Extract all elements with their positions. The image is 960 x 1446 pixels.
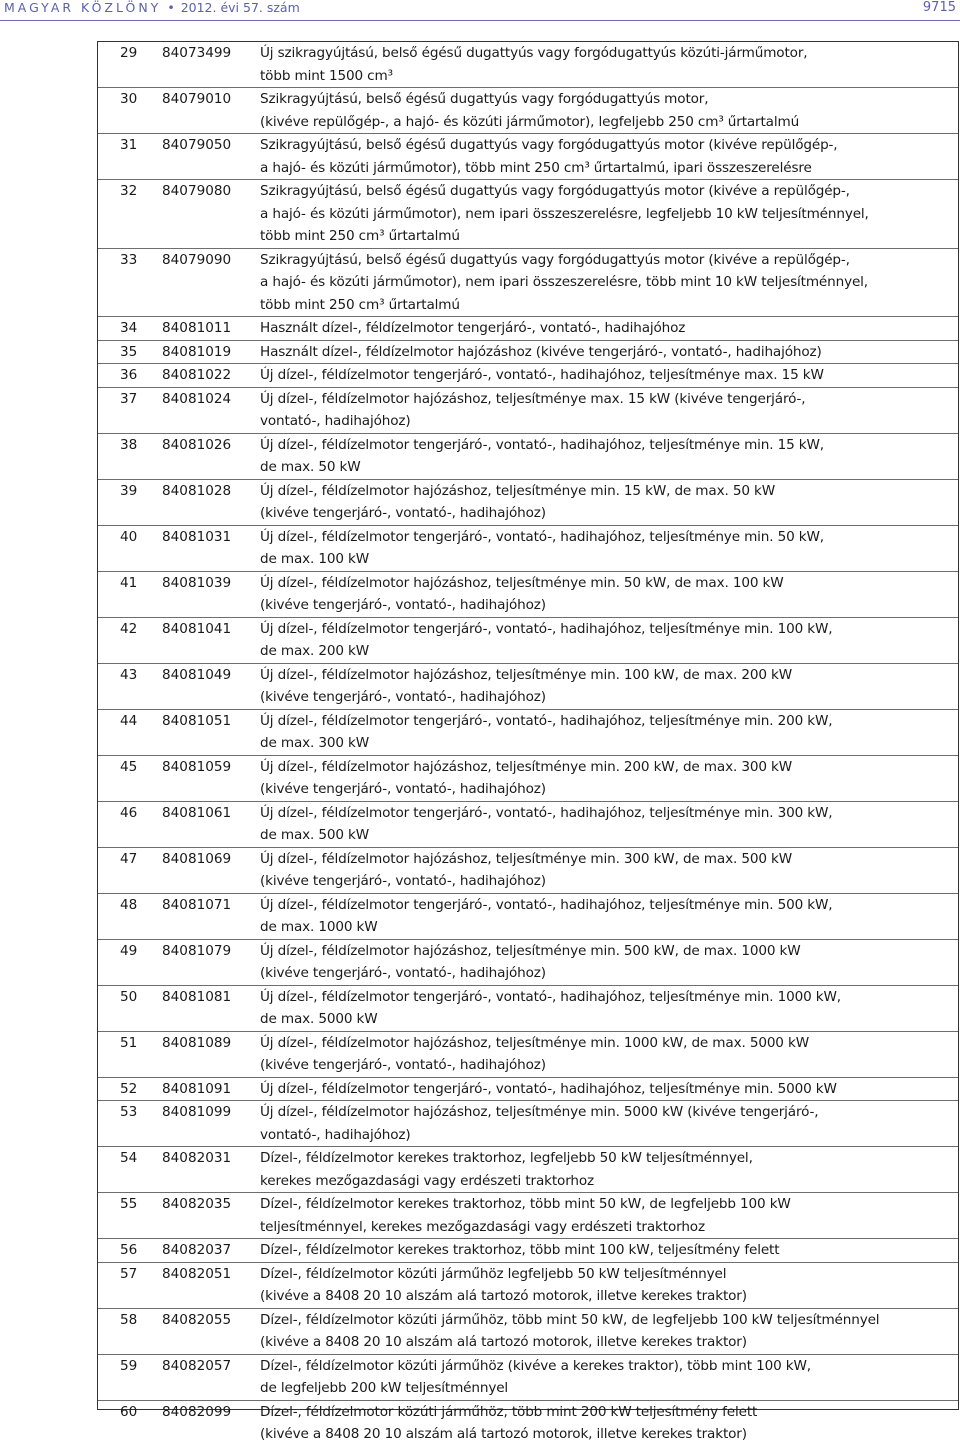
table-row	[98, 1239, 958, 1263]
row-number: 43	[120, 666, 138, 683]
table-row	[98, 709, 958, 755]
product-code: 84081031	[162, 528, 232, 545]
product-code: 84081089	[162, 1034, 232, 1051]
table-row	[98, 364, 958, 388]
row-number: 30	[120, 91, 138, 107]
product-code: 84081061	[162, 804, 232, 821]
row-number: 53	[120, 1104, 138, 1120]
product-description: Dízel-, féldízelmotor kerekes traktorhoz, legfeljebb 50 kW teljesítménnyel, kerekes mezőgazdasági vagy erdészeti traktorhoz	[260, 1150, 753, 1189]
row-number: 57	[120, 1265, 138, 1282]
row-number: 40	[120, 528, 138, 545]
row-number: 56	[120, 1242, 138, 1258]
table-row	[98, 134, 958, 180]
product-code: 84082051	[162, 1265, 232, 1282]
product-code: 84082035	[162, 1196, 232, 1212]
product-description: Szikragyújtású, belső égésű dugattyús vagy forgódugattyús motor (kivéve a repülőgép-, a hajó- és közúti járműmotor), nem ipari összeszerelésre, legfeljebb 10 kW teljesítménnyel, több mint 250 cm³ űrtartalmú	[260, 183, 869, 244]
row-number: 41	[120, 574, 138, 591]
table-row	[98, 801, 958, 847]
row-number: 37	[120, 390, 138, 407]
product-code: 84081028	[162, 482, 232, 499]
bullet-separator: •	[167, 0, 175, 15]
product-code: 84081059	[162, 758, 232, 775]
row-number: 29	[120, 45, 138, 61]
product-description: Új dízel-, féldízelmotor tengerjáró-, vontató-, hadihajóhoz, teljesítménye min. 200 kW, de max. 300 kW	[260, 712, 833, 751]
table-row	[98, 571, 958, 617]
table-row	[98, 180, 958, 249]
row-number: 42	[120, 620, 138, 637]
header-rule	[0, 20, 960, 21]
product-code: 84079080	[162, 183, 232, 199]
product-description: Szikragyújtású, belső égésű dugattyús vagy forgódugattyús motor (kivéve a repülőgép-, a hajó- és közúti járműmotor), nem ipari összeszerelésre, több mint 10 kW teljesítménnyel, több mint 250 cm³ űrtartalmú	[260, 251, 868, 313]
product-code: 84079010	[162, 91, 232, 107]
row-number: 35	[120, 343, 138, 360]
product-code: 84081011	[162, 320, 232, 336]
product-description: Új dízel-, féldízelmotor hajózáshoz, teljesítménye min. 100 kW, de max. 200 kW (kivéve tengerjáró-, vontató-, hadihajóhoz)	[260, 666, 792, 705]
row-number: 46	[120, 804, 138, 821]
row-number: 44	[120, 712, 138, 729]
product-description: Új dízel-, féldízelmotor tengerjáró-, vontató-, hadihajóhoz, teljesítménye min. 15 kW, de max. 50 kW	[260, 436, 824, 475]
product-description: Dízel-, féldízelmotor kerekes traktorhoz, több mint 50 kW, de legfeljebb 100 kW teljesítménnyel, kerekes mezőgazdasági vagy erdészeti traktorhoz	[260, 1196, 791, 1235]
product-code: 84081019	[162, 343, 232, 360]
row-number: 48	[120, 896, 138, 913]
product-code: 84081091	[162, 1080, 232, 1097]
row-number: 51	[120, 1034, 138, 1051]
table-row	[98, 317, 958, 341]
product-code: 84081024	[162, 390, 232, 407]
product-code: 84081099	[162, 1104, 232, 1120]
table-row	[98, 1308, 958, 1354]
product-description: Dízel-, féldízelmotor közúti járműhöz legfeljebb 50 kW teljesítménnyel (kivéve a 8408 20 10 alszám alá tartozó motorok, illetve kerekes traktor)	[260, 1265, 747, 1304]
product-description: Használt dízel-, féldízelmotor tengerjáró-, vontató-, hadihajóhoz	[260, 320, 686, 336]
product-description: Új dízel-, féldízelmotor hajózáshoz, teljesítménye min. 50 kW, de max. 100 kW (kivéve tengerjáró-, vontató-, hadihajóhoz)	[260, 574, 784, 613]
row-number: 49	[120, 942, 138, 959]
product-description: Használt dízel-, féldízelmotor hajózáshoz (kivéve tengerjáró-, vontató-, hadihajóhoz)	[260, 343, 822, 360]
issue-label: 2012. évi 57. szám	[180, 0, 300, 15]
table-row	[98, 479, 958, 525]
product-code: 84081049	[162, 666, 232, 683]
product-description: Új dízel-, féldízelmotor tengerjáró-, vontató-, hadihajóhoz, teljesítménye min. 100 kW, de max. 200 kW	[260, 620, 833, 659]
table-row	[98, 985, 958, 1031]
table-row	[98, 1262, 958, 1308]
page-number: 9715	[922, 0, 956, 15]
product-description: Új dízel-, féldízelmotor tengerjáró-, vontató-, hadihajóhoz, teljesítménye min. 5000 kW	[260, 1080, 837, 1097]
product-description: Új dízel-, féldízelmotor tengerjáró-, vontató-, hadihajóhoz, teljesítménye min. 500 kW, de max. 1000 kW	[260, 896, 833, 935]
product-code: 84081026	[162, 436, 232, 453]
publication-name: MAGYAR KÖZLÖNY	[4, 0, 162, 15]
table-row	[98, 663, 958, 709]
product-code: 84081071	[162, 896, 232, 913]
product-code: 84081069	[162, 850, 232, 867]
table-row	[98, 847, 958, 893]
product-description: Dízel-, féldízelmotor kerekes traktorhoz, több mint 100 kW, teljesítmény felett	[260, 1242, 780, 1258]
row-number: 52	[120, 1080, 138, 1097]
table-row	[98, 1077, 958, 1101]
product-code: 84081051	[162, 712, 232, 729]
product-description: Új dízel-, féldízelmotor hajózáshoz, teljesítménye min. 300 kW, de max. 500 kW (kivéve tengerjáró-, vontató-, hadihajóhoz)	[260, 850, 792, 889]
table-row	[98, 433, 958, 479]
product-description: Új dízel-, féldízelmotor hajózáshoz, teljesítménye min. 500 kW, de max. 1000 kW (kivéve tengerjáró-, vontató-, hadihajóhoz)	[260, 942, 801, 981]
product-description: Új dízel-, féldízelmotor tengerjáró-, vontató-, hadihajóhoz, teljesítménye min. 50 kW, de max. 100 kW	[260, 528, 824, 567]
table-row	[98, 755, 958, 801]
tariff-table-frame	[97, 41, 959, 1442]
product-description: Új szikragyújtású, belső égésű dugattyús vagy forgódugattyús közúti-járműmotor, több mint 1500 cm³	[260, 45, 808, 84]
table-row	[98, 893, 958, 939]
product-description: Dízel-, féldízelmotor közúti járműhöz, több mint 50 kW, de legfeljebb 100 kW teljesítménnyel (kivéve a 8408 20 10 alszám alá tartozó motorok, illetve kerekes traktor)	[260, 1311, 880, 1350]
product-description: Új dízel-, féldízelmotor hajózáshoz, teljesítménye min. 15 kW, de max. 50 kW (kivéve tengerjáró-, vontató-, hadihajóhoz)	[260, 482, 775, 521]
table-row	[98, 617, 958, 663]
row-number: 31	[120, 137, 138, 153]
table-row	[98, 1031, 958, 1077]
row-number: 34	[120, 320, 138, 336]
product-code: 84079050	[162, 137, 232, 153]
product-description: Új dízel-, féldízelmotor hajózáshoz, teljesítménye min. 200 kW, de max. 300 kW (kivéve tengerjáró-, vontató-, hadihajóhoz)	[260, 758, 792, 797]
product-description: Új dízel-, féldízelmotor tengerjáró-, vontató-, hadihajóhoz, teljesítménye min. 1000 kW, de max. 5000 kW	[260, 988, 841, 1027]
row-number: 45	[120, 758, 138, 775]
tariff-table	[98, 42, 958, 1446]
product-code: 84082031	[162, 1150, 232, 1166]
product-description: Dízel-, féldízelmotor közúti járműhöz (kivéve a kerekes traktor), több mint 100 kW, de legfeljebb 200 kW teljesítménnyel	[260, 1357, 811, 1396]
product-code: 84079090	[162, 251, 232, 268]
page-header	[0, 0, 960, 22]
table-body	[98, 42, 958, 1446]
product-code: 84081041	[162, 620, 232, 637]
table-row	[98, 340, 958, 364]
table-row	[98, 1101, 958, 1147]
product-description: Új dízel-, féldízelmotor hajózáshoz, teljesítménye max. 15 kW (kivéve tengerjáró-, vontató-, hadihajóhoz)	[260, 390, 806, 429]
table-row	[98, 1147, 958, 1193]
row-number: 60	[120, 1403, 138, 1420]
product-code: 84073499	[162, 45, 232, 61]
product-description: Új dízel-, féldízelmotor hajózáshoz, teljesítménye min. 5000 kW (kivéve tengerjáró-, vontató-, hadihajóhoz)	[260, 1104, 819, 1143]
product-code: 84081079	[162, 942, 232, 959]
product-description: Új dízel-, féldízelmotor tengerjáró-, vontató-, hadihajóhoz, teljesítménye max. 15 kW	[260, 367, 824, 383]
row-number: 54	[120, 1150, 138, 1166]
row-number: 38	[120, 436, 138, 453]
product-code: 84081022	[162, 367, 232, 383]
row-number: 36	[120, 367, 138, 383]
table-row	[98, 525, 958, 571]
table-row	[98, 939, 958, 985]
product-code: 84081081	[162, 988, 232, 1005]
table-row	[98, 1354, 958, 1400]
product-code: 84082055	[162, 1311, 232, 1328]
product-code: 84081039	[162, 574, 232, 591]
row-number: 47	[120, 850, 138, 867]
table-row	[98, 1400, 958, 1446]
table-row	[98, 88, 958, 134]
product-description: Szikragyújtású, belső égésű dugattyús vagy forgódugattyús motor, (kivéve repülőgép-, a hajó- és közúti járműmotor), legfeljebb 250 cm³ űrtartalmú	[260, 91, 800, 130]
product-code: 84082037	[162, 1242, 232, 1258]
row-number: 55	[120, 1196, 138, 1212]
product-description: Dízel-, féldízelmotor közúti járműhöz, több mint 200 kW teljesítmény felett (kivéve a 8408 20 10 alszám alá tartozó motorok, illetve kerekes traktor)	[260, 1403, 758, 1442]
product-code: 84082099	[162, 1403, 232, 1420]
row-number: 39	[120, 482, 138, 499]
product-description: Új dízel-, féldízelmotor tengerjáró-, vontató-, hadihajóhoz, teljesítménye min. 300 kW, de max. 500 kW	[260, 804, 833, 843]
row-number: 58	[120, 1311, 138, 1328]
row-number: 33	[120, 251, 138, 268]
product-code: 84082057	[162, 1357, 232, 1374]
table-row	[98, 1193, 958, 1239]
table-row	[98, 42, 958, 88]
row-number: 50	[120, 988, 138, 1005]
product-description: Új dízel-, féldízelmotor hajózáshoz, teljesítménye min. 1000 kW, de max. 5000 kW (kivéve tengerjáró-, vontató-, hadihajóhoz)	[260, 1034, 809, 1073]
product-description: Szikragyújtású, belső égésű dugattyús vagy forgódugattyús motor (kivéve repülőgép-, a hajó- és közúti járműmotor), több mint 250 cm³ űrtartalmú, ipari összeszerelésre	[260, 137, 838, 176]
row-number: 32	[120, 183, 138, 199]
row-number: 59	[120, 1357, 138, 1374]
table-row	[98, 248, 958, 317]
running-title	[4, 0, 300, 15]
table-row	[98, 387, 958, 433]
